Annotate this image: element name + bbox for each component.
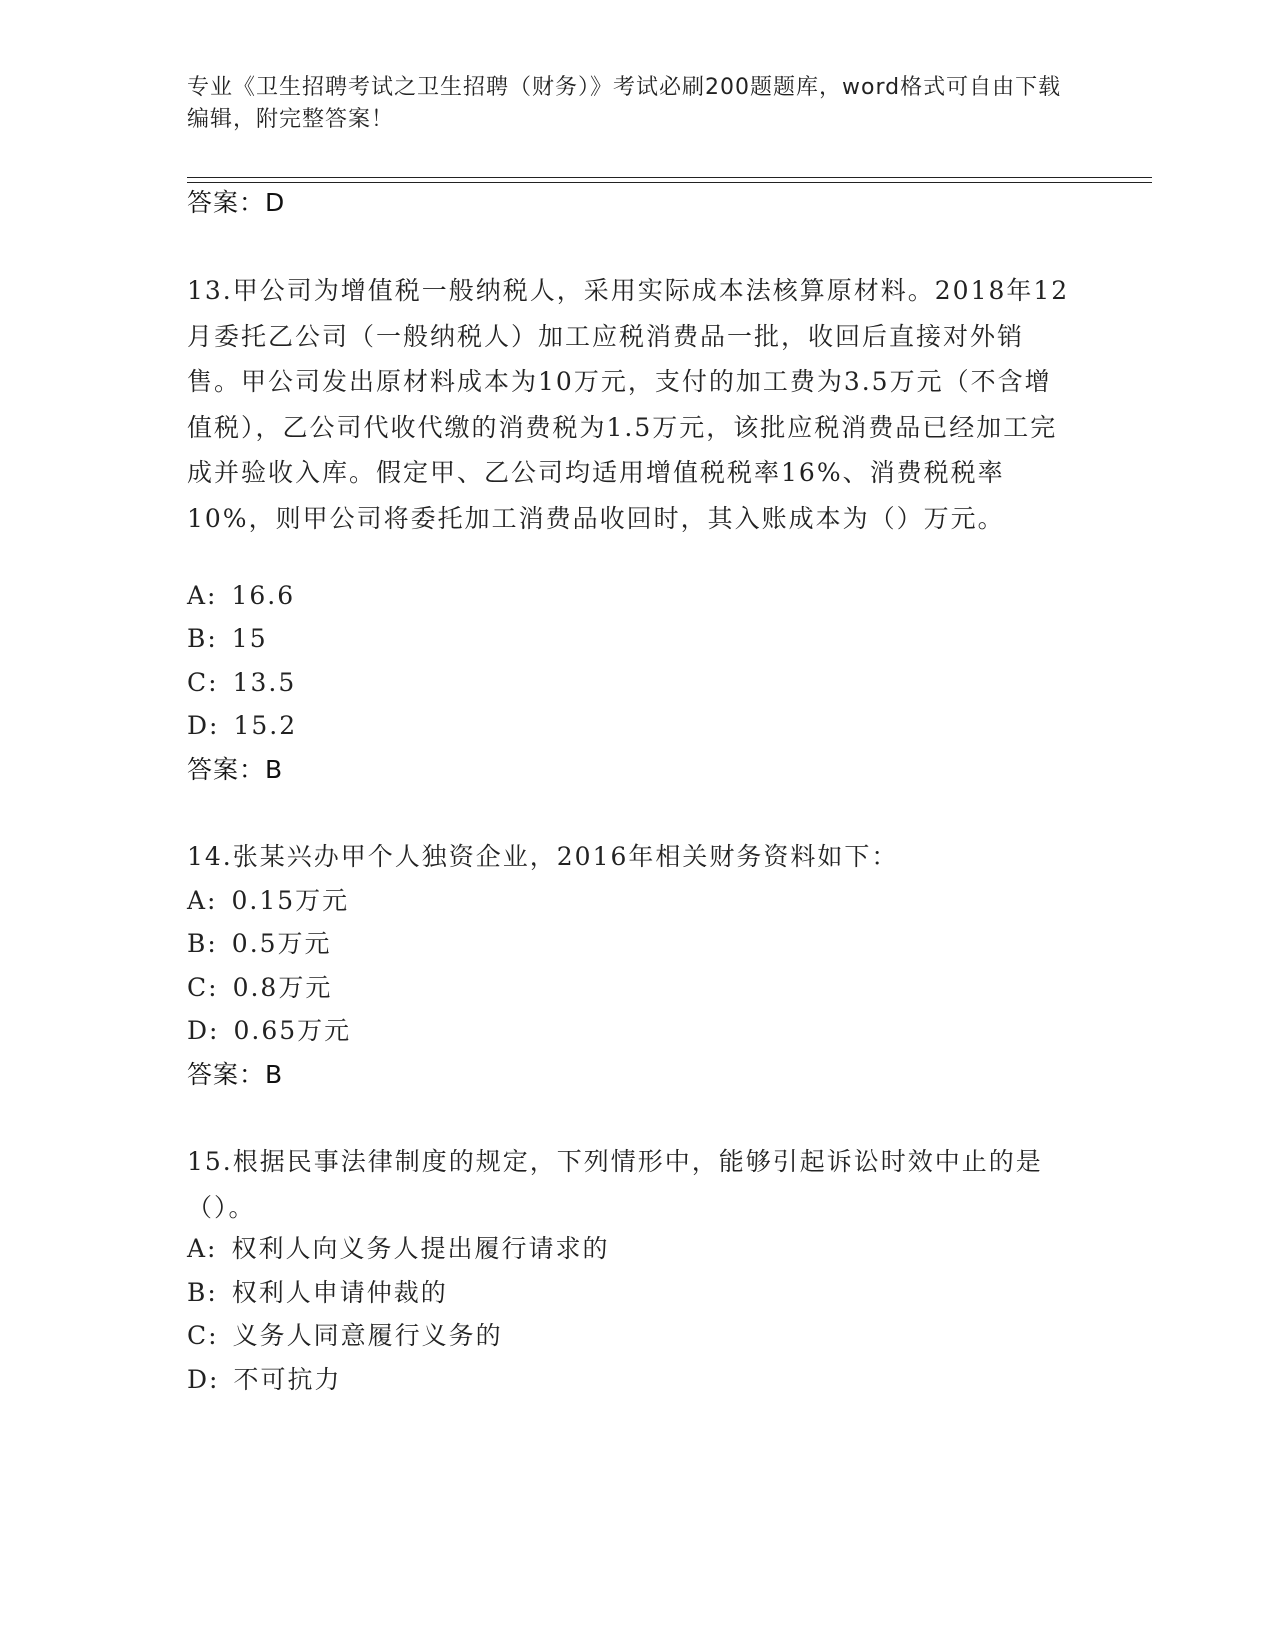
option-value: 权利人申请仲裁的 xyxy=(231,1278,448,1307)
header-rule-bottom xyxy=(187,182,1152,183)
option-letter: D: xyxy=(187,1016,220,1045)
option-letter: B: xyxy=(187,1278,218,1307)
question-13-text: 13.甲公司为增值税一般纳税人，采用实际成本法核算原材料。2018年12月委托乙公司（一般纳税人）加工应税消费品一批，收回后直接对外销售。甲公司发出原材料成本为10万元，支付的加工费为3.5万元（不含增值税），乙公司代收代缴的消费税为1.5万元，该批应税消费品已经加工完成并验收入库。假定甲、乙公司均适用增值税税率16%、消费税税率10%，则甲公司将委托加工消费品收回时，其入账成本为（）万元。 xyxy=(187,276,1070,533)
question-15-option-c xyxy=(187,1321,503,1351)
option-value: 不可抗力 xyxy=(233,1365,342,1394)
question-15-option-b xyxy=(187,1278,448,1308)
option-value: 13.5 xyxy=(232,668,297,697)
option-letter: C: xyxy=(187,1321,219,1350)
document-header: 专业《卫生招聘考试之卫生招聘（财务）》考试必刷200题题库，word格式可自由下载编辑，附完整答案！ xyxy=(187,75,1062,132)
question-14-answer: 答案：B xyxy=(187,1060,284,1089)
option-letter: B: xyxy=(187,929,218,958)
question-15-text: 15.根据民事法律制度的规定，下列情形中，能够引起诉讼时效中止的是（）。 xyxy=(187,1147,1043,1222)
question-14-option-a xyxy=(187,886,349,916)
question-14-option-d xyxy=(187,1016,351,1046)
option-value: 15.2 xyxy=(233,711,298,740)
option-value: 权利人向义务人提出履行请求的 xyxy=(231,1234,610,1263)
option-value: 0.65万元 xyxy=(233,1016,352,1045)
question-13-option-a xyxy=(187,581,295,611)
option-value: 16.6 xyxy=(231,581,296,610)
question-14-text: 14.张某兴办甲个人独资企业，2016年相关财务资料如下： xyxy=(187,842,899,871)
question-15-option-a xyxy=(187,1234,610,1264)
option-letter: D: xyxy=(187,1365,220,1394)
header-rule-top xyxy=(187,177,1152,178)
question-15-option-d xyxy=(187,1365,341,1395)
option-letter: C: xyxy=(187,668,219,697)
option-value: 15 xyxy=(231,624,268,653)
option-value: 0.5万元 xyxy=(231,929,332,958)
previous-answer: 答案：D xyxy=(187,188,286,217)
option-letter: D: xyxy=(187,711,220,740)
option-letter: A: xyxy=(187,581,218,610)
option-letter: C: xyxy=(187,973,219,1002)
option-value: 0.8万元 xyxy=(232,973,333,1002)
question-13-option-b xyxy=(187,624,268,654)
option-value: 0.15万元 xyxy=(231,886,350,915)
option-letter: A: xyxy=(187,1234,218,1263)
option-value: 义务人同意履行义务的 xyxy=(232,1321,503,1350)
question-13-option-d xyxy=(187,711,297,741)
question-13-option-c xyxy=(187,668,296,698)
question-14-option-c xyxy=(187,973,332,1003)
question-13-answer: 答案：B xyxy=(187,755,284,784)
option-letter: B: xyxy=(187,624,218,653)
option-letter: A: xyxy=(187,886,218,915)
question-14-option-b xyxy=(187,929,332,959)
